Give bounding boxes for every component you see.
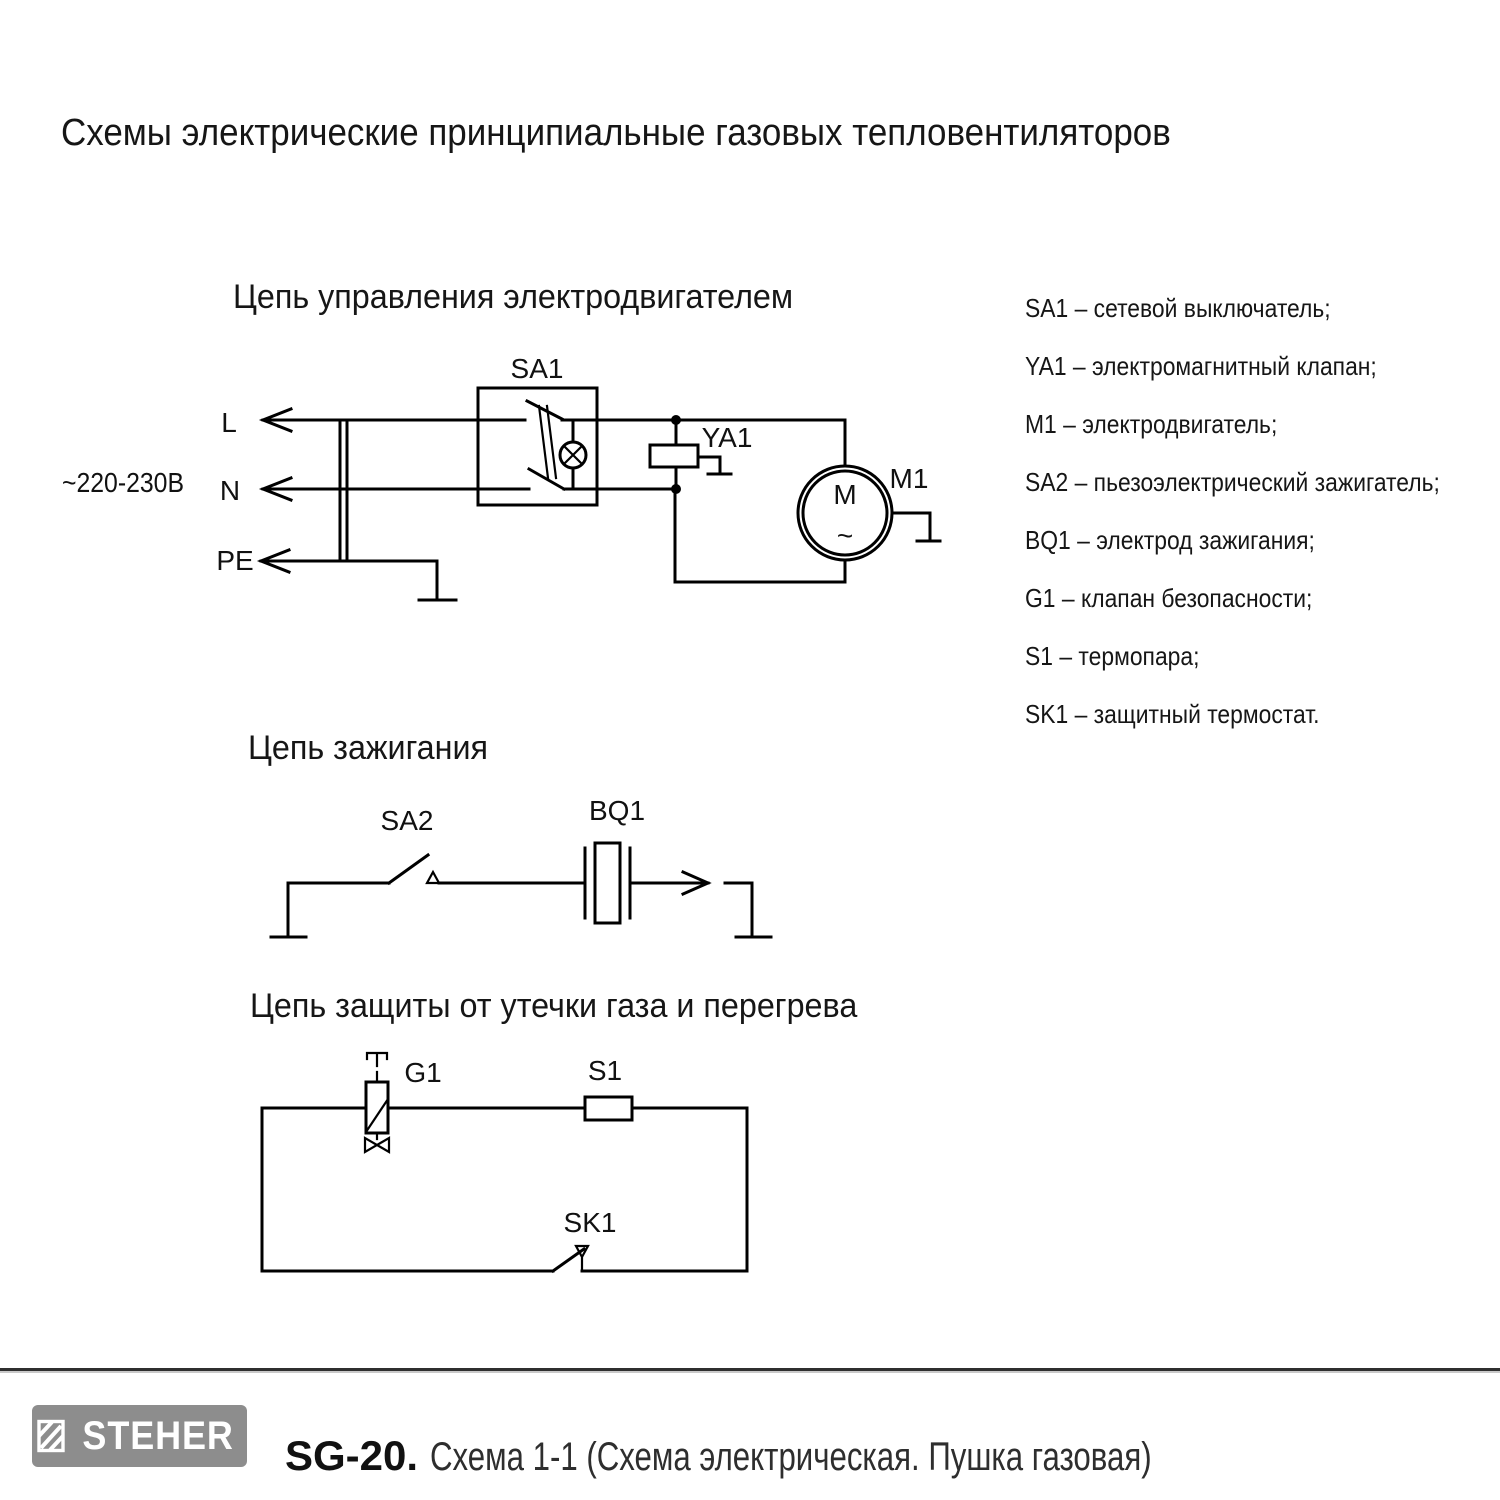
sa1-coupling xyxy=(539,406,556,478)
sa2-contact-triangle xyxy=(427,872,439,883)
lamp-cross xyxy=(564,446,582,464)
label-sa2: SA2 xyxy=(380,805,434,836)
motor-ac-tilde: ~ xyxy=(836,520,854,551)
scheme-caption: Схема 1-1 (Схема электрическая. Пушка газовая) xyxy=(430,1435,1152,1479)
label-earth-PE: PE xyxy=(216,545,254,576)
brand-name: STEHER xyxy=(82,1413,235,1458)
sa1-blades xyxy=(527,401,564,489)
legend-item-g1: G1 – клапан безопасности; xyxy=(1025,583,1313,613)
label-s1: S1 xyxy=(587,1055,623,1086)
legend-item-m1: M1 – электродвигатель; xyxy=(1025,409,1278,439)
section-title-motor-control: Цепь управления электродвигателем xyxy=(233,278,794,316)
label-neutral-N: N xyxy=(219,475,241,506)
ya1-ground-symbol xyxy=(698,457,731,474)
label-sk1: SK1 xyxy=(563,1207,617,1238)
label-ya1: YA1 xyxy=(701,422,753,453)
footer-caption xyxy=(285,1432,1355,1480)
pe-ground-symbol xyxy=(419,561,456,600)
wire-L xyxy=(263,409,478,431)
label-sa1: SA1 xyxy=(510,353,564,384)
wire-PE xyxy=(261,550,437,572)
motor-return-wire xyxy=(675,489,845,582)
motor-letter-M: M xyxy=(833,479,857,510)
ya1-coil xyxy=(650,445,698,467)
label-bq1: BQ1 xyxy=(588,795,646,826)
bq1-body xyxy=(595,843,620,923)
ignition-left-ground xyxy=(271,883,389,937)
label-m1: M1 xyxy=(889,463,929,494)
sa2-blade xyxy=(389,855,428,883)
page-title: Схемы электрические принципиальные газовых тепловентиляторов xyxy=(61,112,1171,154)
g1-thermo-tap xyxy=(367,1053,387,1082)
legend-item-ya1: YA1 – электромагнитный клапан; xyxy=(1025,351,1377,381)
s1-body xyxy=(585,1097,632,1120)
legend-item-sa2: SA2 – пьезоэлектрический зажигатель; xyxy=(1025,467,1440,497)
legend-item-bq1: BQ1 – электрод зажигания; xyxy=(1025,525,1315,555)
model-code: SG-20. xyxy=(285,1432,419,1479)
brand-logo xyxy=(32,1405,247,1467)
label-line-L: L xyxy=(221,407,237,438)
sa1-stubs xyxy=(478,420,529,489)
label-supply-voltage: ~220-230В xyxy=(62,467,184,498)
motor-ground-symbol xyxy=(892,513,940,541)
legend-item-sa1: SA1 – сетевой выключатель; xyxy=(1025,293,1331,323)
g1-diagonal xyxy=(366,1099,388,1132)
circuit-protection xyxy=(262,1053,747,1271)
protection-loop xyxy=(262,1108,747,1271)
wire-N xyxy=(263,478,478,500)
spark-arrow xyxy=(630,872,708,894)
brand-hatch-icon xyxy=(36,1419,66,1453)
bq1-plates xyxy=(585,848,630,918)
g1-valve-icon xyxy=(365,1133,389,1152)
label-g1: G1 xyxy=(404,1057,442,1088)
circuit-motor-control xyxy=(62,353,940,600)
section-title-ignition: Цепь зажигания xyxy=(248,729,488,767)
legend-item-sk1: SK1 – защитный термостат. xyxy=(1025,699,1320,729)
ignition-right-ground xyxy=(725,883,771,937)
circuit-ignition xyxy=(271,795,771,937)
legend-item-s1: S1 – термопара; xyxy=(1025,641,1200,671)
footer-divider-shadow xyxy=(0,1371,1500,1373)
section-title-protection: Цепь защиты от утечки газа и перегрева xyxy=(250,987,858,1025)
